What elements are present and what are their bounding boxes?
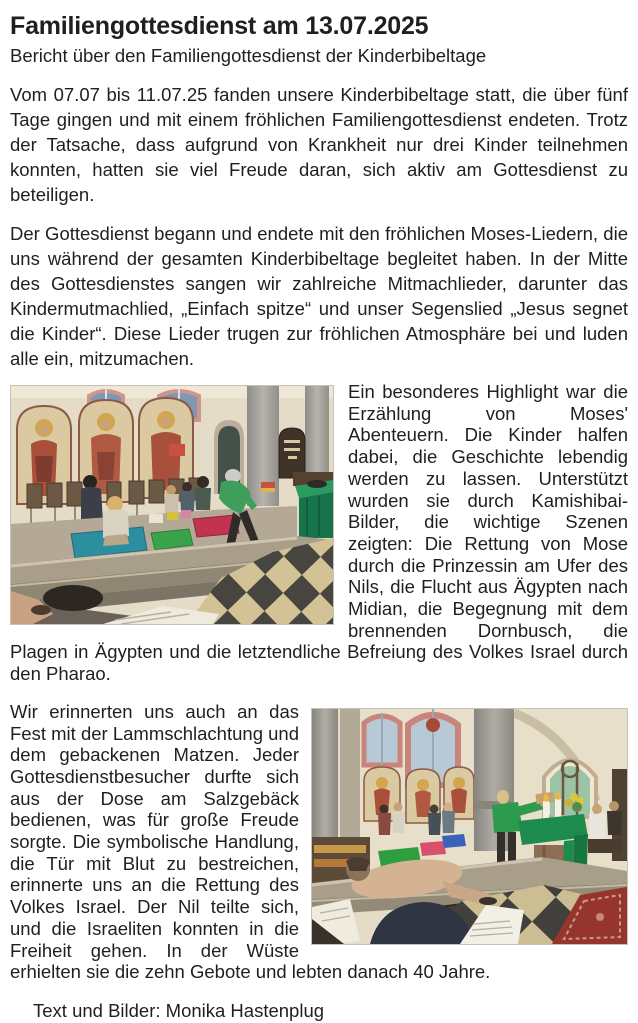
- paragraph-moses: Ein besonderes Highlight war die Erzählung von Moses' Abenteuern. Die Kinder halfen dabei, die Geschichte lebendig werden zu lassen. Unterstützt wurden sie durch Kamishibai-Bilder, die wichtige Szenen zeigten: Die Rettung von Mose durch die Prinzessin am Ufer des Nils, die Flucht aus Ägypten nach Midian, die Begegnung mit dem brennenden Dornbusch, die Plagen in Ägypten und die letztendliche Befreiung des Volkes Israel durch den Pharao.: [10, 381, 628, 685]
- green-table: [295, 480, 333, 538]
- green-window: [544, 760, 596, 817]
- section-moses: [10, 381, 628, 685]
- photo2-graphic: [312, 709, 627, 944]
- stone-column-right: [305, 386, 329, 474]
- paragraph-passover: Wir erinnerten uns auch an das Fest mit der Lammschlachtung und dem gebackenen Matzen. Jeder Gottesdienstbesucher durfte sich aus der Dose am Salzgebäck bedienen, was für große Freude sorgte. Die symbolische Handlung, die Tür mit Blut zu bestreichen, erinnerte uns an die Rettung des Volkes Israel. Der Nil teilte sich, und die Israeliten konnten in die Freiheit gehen. In der Wüste erhielten sie die zehn Gebote und lebten danach 40 Jahre.: [10, 700, 491, 983]
- paragraph-songs: Der Gottesdienst begann und endete mit den fröhlichen Moses-Liedern, die uns während der gesamten Kinderbibeltage begleitet haben. In der Mitte des Gottesdienstes sangen wir zahlreiche Mitmachlieder, darunter das Kindermutmachlied, „Einfach spitze“ und unser Segenslied „Jesus segnet die Kinder“. Diese Lieder trugen zur fröhlichen Atmosphäre bei und luden alle ein, mitzumachen.: [10, 223, 628, 369]
- page-title: Familiengottesdienst am 13.07.2025: [10, 12, 429, 40]
- paragraph-intro: Vom 07.07 bis 11.07.25 fanden unsere Kinderbibeltage statt, die über fünf Tage gingen und mit einem fröhlichen Familiengottesdienst endeten. Trotz der Tatsache, dass aufgrund von Krankheit nur drei Kinder teilnehmen konnten, hatten sie viel Freude daran, sich aktiv am Gottesdienst zu beteiligen.: [10, 84, 628, 205]
- page-subtitle: Bericht über den Familiengottesdienst der Kinderbibeltage: [10, 45, 487, 66]
- photo1-graphic: [11, 386, 333, 624]
- photo-church-altar: [311, 708, 628, 945]
- section-passover: [10, 701, 628, 983]
- credits-line: Text und Bilder: Monika Hastenplug: [33, 999, 325, 1021]
- hymn-number-board: [279, 428, 305, 478]
- photo-church-children-mats: [10, 385, 334, 625]
